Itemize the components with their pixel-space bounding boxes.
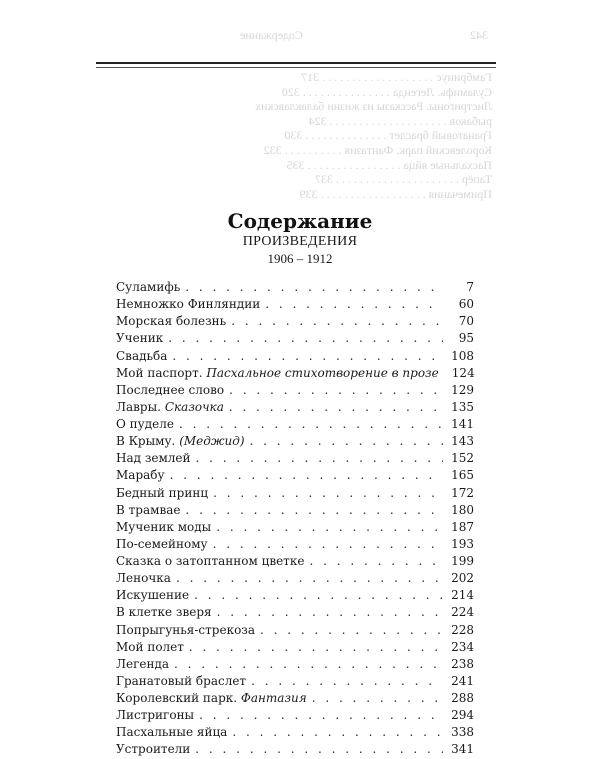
toc-entry[interactable] [116,485,474,502]
toc-entry-title-text: Свадьба [116,348,168,363]
toc-entry-title-text: Последнее слово [116,382,225,397]
toc-entry[interactable] [116,656,474,673]
toc-entry-page-number: 165 [451,468,474,483]
toc-entry-title [116,502,180,519]
toc-entry-title-text: Над землей [116,451,191,466]
toc-entry[interactable] [116,450,474,467]
dot-leader [189,639,443,656]
toc-entry[interactable] [116,639,474,656]
toc-entry[interactable] [116,502,474,519]
toc-entry-page-number: 288 [451,691,474,705]
toc-entry-page-number: 124 [451,365,475,380]
dot-leader [199,707,443,724]
toc-entry-title-text: Суламифь [116,280,181,294]
dot-leader [250,433,443,450]
header-rule-bottom [96,67,496,68]
bleed-line: Примечания . . . . . . . . . . . . . . . . . . 339 [299,186,492,201]
toc-entry[interactable] [116,365,474,382]
dot-leader [174,656,443,673]
toc-entry-title-text: Марабу [116,468,165,483]
toc-entry-page-number: 234 [451,639,474,654]
toc-entry-title [116,296,260,313]
toc-entry-title [116,348,167,365]
toc-entry[interactable] [116,519,474,536]
toc-entry-title-text: Ученик [116,331,164,346]
toc-entry-title-text: Устроители [116,742,191,757]
dot-leader [185,502,443,519]
toc-entry-title [116,365,439,382]
toc-entry-subtitle: Пасхальное стихотворение в прозе [206,365,439,380]
toc-entry-page-number: 70 [458,314,474,329]
toc-entry-title [116,450,191,467]
toc-entry-title-text: Листригоны [116,708,195,723]
toc-entry[interactable] [116,570,474,587]
toc-entry-title-text: Гранатовый браслет [116,673,247,688]
toc-entry-title [116,519,211,536]
toc-entry-title [116,382,224,399]
header-rule-top [96,62,496,64]
toc-entry-title-text: Немножко Финляндии [116,297,261,312]
bleed-line: Королевский парк. Фантазия . . . . . . . . . . 332 [263,143,492,157]
dot-leader [231,313,443,330]
toc-entry-list [116,279,474,759]
toc-entry-page-number: 60 [458,297,474,312]
dot-leader [194,587,443,604]
toc-entry-title-text: Легенда [116,656,170,671]
toc-entry-page-number: 238 [451,656,474,671]
toc-entry-title-text: В трамвае [116,502,181,517]
dot-leader [265,296,443,313]
toc-entry-page-number: 95 [458,331,474,346]
toc-entry-title-text: О пуделе [116,417,174,431]
toc-entry-title-text: Мученик моды [116,519,212,534]
toc-entry[interactable] [116,707,474,724]
toc-entry-subtitle: Сказочка [164,399,224,414]
bleed-line: Листригоны. Рассказы из жизни балаклавских [255,99,492,114]
toc-entry-title [116,485,208,502]
dot-leader [172,348,443,365]
toc-entry[interactable] [116,399,474,416]
toc-entry[interactable] [116,587,474,604]
toc-entry-title-text: Пасхальные яйца [116,725,228,740]
toc-entry-page-number: 141 [451,417,474,431]
bleed-line: Тапёр . . . . . . . . . . . . . . . . . . . . . 337 [315,172,492,187]
toc-entry-page-number: 129 [451,382,474,397]
toc-entry-subtitle: (Меджид) [179,434,245,449]
toc-entry[interactable] [116,416,474,433]
toc-entry-page-number: 228 [451,622,474,637]
toc-entry[interactable] [116,622,474,639]
toc-entry-page-number: 187 [451,519,474,534]
toc-entry-title-text: Мой паспорт. [116,365,203,380]
dot-leader [260,622,443,639]
toc-entry-title [116,536,208,553]
toc-entry-title [116,570,171,587]
dot-leader [232,724,443,741]
toc-entry[interactable] [116,279,474,296]
toc-entry-title [116,690,307,707]
toc-entry[interactable] [116,553,474,570]
toc-entry-title [116,433,245,450]
bleed-line: Гамбринус . . . . . . . . . . . . . . . . . . . 317 [301,70,492,84]
toc-entry-title [116,553,304,570]
toc-entry-title [116,622,255,639]
toc-entry-title [116,724,227,741]
toc-entry-page-number: 241 [451,673,474,688]
toc-entry-page-number: 224 [451,605,474,620]
dot-leader [196,450,443,467]
toc-entry-title [116,604,212,621]
toc-entry-title-text: Попрыгунья-стрекоза [116,622,255,637]
dot-leader [179,416,443,433]
toc-entry-title [116,707,194,724]
toc-entry-page-number: 193 [451,536,474,551]
toc-entry-title [116,587,189,604]
toc-entry-page-number: 108 [451,348,474,363]
toc-entry-title [116,279,180,296]
toc-entry-title-text: Морская болезнь [116,314,227,329]
toc-entry[interactable] [116,382,474,399]
toc-entry[interactable] [116,690,474,707]
toc-entry-page-number: 341 [451,742,474,757]
toc-entry-title-text: Лавры. [116,399,161,414]
toc-entry-title-text: Леночка [116,571,171,586]
dot-leader [213,485,443,502]
dot-leader [185,279,443,296]
bleed-line: Гранатовый браслет . . . . . . . . . . . . . . 330 [284,128,492,143]
bleed-header-word: Содержание [240,28,303,42]
dot-leader [216,519,443,536]
toc-entry-page-number: 172 [451,485,474,500]
toc-entry-title [116,330,163,347]
bleed-line: Суламифь. Легенда . . . . . . . . . . . . . . . 320 [281,84,492,99]
toc-entry-page-number: 152 [451,451,474,466]
toc-entry-title-text: В клетке зверя [116,605,212,620]
toc-entry-title [116,639,184,656]
toc-entry-title-text: Королевский парк. [116,691,238,705]
toc-entry-title [116,399,224,416]
toc-entry-title-text: Бедный принц [116,485,209,500]
toc-entry-page-number: 143 [451,434,474,449]
toc-entry-title-text: По-семейному [116,536,208,551]
dot-leader [309,553,443,570]
dot-leader [168,330,443,347]
toc-entry-page-number: 180 [451,502,474,517]
toc-entry[interactable] [116,348,474,365]
dot-leader [312,690,443,707]
toc-entry-title-text: Сказка о затоптанном цветке [116,554,305,568]
toc-entry[interactable] [116,536,474,553]
dot-leader [213,536,443,553]
toc-entry-page-number: 294 [451,708,474,723]
section-heading: ПРОИЗВЕДЕНИЯ [242,234,358,249]
bleed-page-number: 342 [470,28,488,42]
toc-entry-title-text: Искушение [116,588,190,603]
toc-entry-title [116,656,169,673]
toc-entry[interactable] [116,467,474,484]
dot-leader [229,382,443,399]
toc-entry-page-number: 338 [451,725,474,740]
section-years: 1906 – 1912 [267,251,333,266]
toc-entry-title [116,467,165,484]
toc-title: Содержание [227,209,373,234]
toc-entry-page-number: 7 [466,280,474,294]
toc-entry[interactable] [116,296,474,313]
toc-entry-title [116,673,246,690]
dot-leader [176,570,443,587]
toc-entry[interactable] [116,673,474,690]
toc-entry[interactable] [116,604,474,621]
bleed-line: рыбаков . . . . . . . . . . . . . . . . . . . . 324 [308,113,492,128]
toc-entry-title-text: Мой полет [116,639,184,654]
toc-entry-page-number: 199 [451,554,474,568]
toc-entry[interactable] [116,724,474,741]
toc-entry-subtitle: Фантазия [240,691,307,705]
toc-entry-title-text: В Крыму. [116,434,176,449]
toc-entry-page-number: 214 [451,588,474,603]
dot-leader [170,467,443,484]
dot-leader [251,673,443,690]
toc-entry-page-number: 202 [451,571,474,586]
toc-entry-title [116,313,226,330]
toc-entry[interactable] [116,433,474,450]
dot-leader [229,399,443,416]
toc-entry[interactable] [116,330,474,347]
toc-entry-title [116,416,174,433]
toc-entry[interactable] [116,313,474,330]
bleed-line: Пасхальные яйца . . . . . . . . . . . . . . . . 335 [286,157,492,172]
toc-entry-page-number: 135 [451,399,474,414]
dot-leader [217,604,443,621]
